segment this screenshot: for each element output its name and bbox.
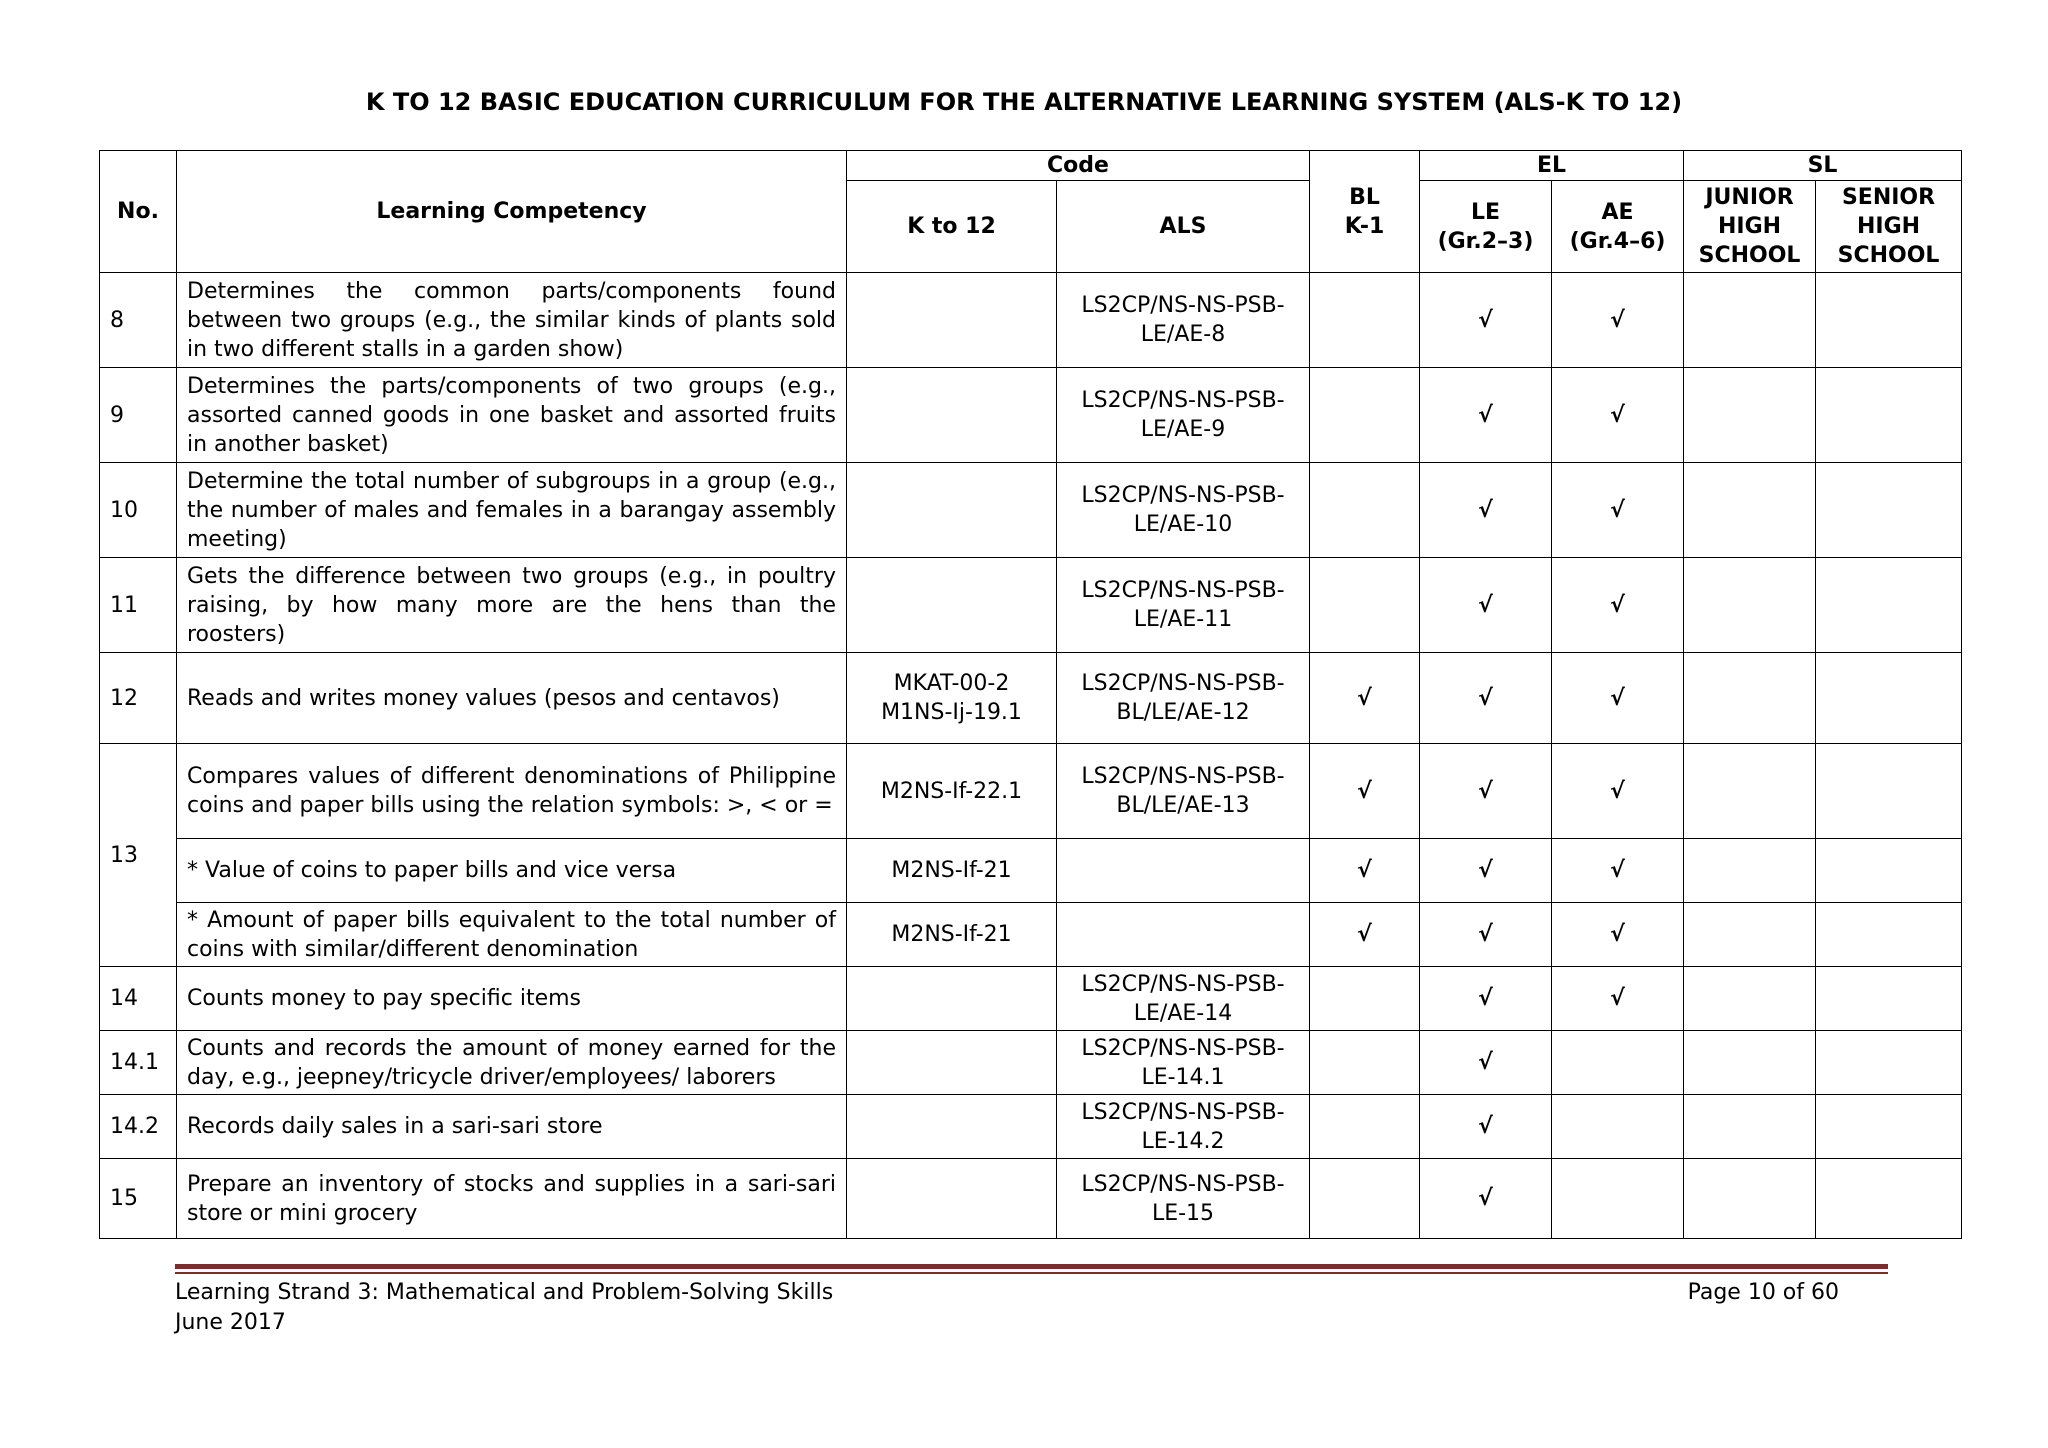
table-row [100, 273, 1962, 368]
bl-checkmark [1310, 463, 1420, 558]
header-k-to-12: K to 12 [847, 181, 1057, 273]
als-code-cell: LS2CP/NS-NS-PSB-LE/AE-14 [1057, 967, 1310, 1031]
learning-competency-cell: Counts and records the amount of money earned for the day, e.g., jeepney/tricycle driver/employees/ laborers [177, 1031, 847, 1095]
header-le-line2: (Gr.2–3) [1437, 228, 1534, 254]
bl-checkmark [1310, 558, 1420, 653]
row-number: 14.2 [100, 1095, 177, 1159]
table-row [100, 653, 1962, 744]
ae-checkmark: √ [1552, 839, 1684, 903]
ae-checkmark: √ [1552, 903, 1684, 967]
table-row [100, 368, 1962, 463]
learning-competency-cell: Reads and writes money values (pesos and centavos) [177, 653, 847, 744]
table-row [100, 1031, 1962, 1095]
bl-checkmark [1310, 368, 1420, 463]
ae-checkmark [1552, 1159, 1684, 1239]
k12-code-cell [847, 1095, 1057, 1159]
footer-page-number: Page 10 of 60 [1687, 1280, 1839, 1305]
jhs-cell [1684, 967, 1816, 1031]
k12-code-cell: M2NS-If-22.1 [847, 744, 1057, 839]
footer-date: June 2017 [175, 1310, 286, 1335]
header-bl-line2: K-1 [1344, 213, 1385, 239]
le-checkmark: √ [1420, 463, 1552, 558]
row-number: 8 [100, 273, 177, 368]
bl-checkmark [1310, 273, 1420, 368]
als-code-cell: LS2CP/NS-NS-PSB-LE/AE-11 [1057, 558, 1310, 653]
learning-competency-cell: Gets the difference between two groups (e.g., in poultry raising, by how many more are the hens than the roosters) [177, 558, 847, 653]
table-row [100, 463, 1962, 558]
als-code-cell: LS2CP/NS-NS-PSB-LE/AE-8 [1057, 273, 1310, 368]
shs-cell [1816, 839, 1962, 903]
table-row [100, 839, 1962, 903]
header-code: Code [847, 151, 1310, 181]
shs-cell [1816, 1095, 1962, 1159]
header-le [1420, 181, 1552, 273]
bl-checkmark: √ [1310, 744, 1420, 839]
bl-checkmark [1310, 1031, 1420, 1095]
k12-code-cell [847, 368, 1057, 463]
row-number: 15 [100, 1159, 177, 1239]
shs-cell [1816, 744, 1962, 839]
le-checkmark: √ [1420, 903, 1552, 967]
bl-checkmark: √ [1310, 839, 1420, 903]
als-code-cell: LS2CP/NS-NS-PSB-LE-14.2 [1057, 1095, 1310, 1159]
ae-checkmark: √ [1552, 368, 1684, 463]
learning-competency-cell: Records daily sales in a sari-sari store [177, 1095, 847, 1159]
k12-code-cell [847, 558, 1057, 653]
k12-code-cell: M2NS-If-21 [847, 839, 1057, 903]
k12-code-cell: MKAT-00-2 M1NS-Ij-19.1 [847, 653, 1057, 744]
als-code-cell: LS2CP/NS-NS-PSB-LE/AE-10 [1057, 463, 1310, 558]
table-row [100, 967, 1962, 1031]
row-number: 12 [100, 653, 177, 744]
jhs-cell [1684, 1095, 1816, 1159]
shs-cell [1816, 903, 1962, 967]
jhs-cell [1684, 273, 1816, 368]
learning-competency-cell: Compares values of different denominations of Philippine coins and paper bills using the relation symbols: >, < or = [177, 744, 847, 839]
footer-divider-thin [175, 1272, 1888, 1274]
shs-cell [1816, 1159, 1962, 1239]
bl-checkmark [1310, 1095, 1420, 1159]
bl-checkmark: √ [1310, 653, 1420, 744]
k12-code-cell: M2NS-If-21 [847, 903, 1057, 967]
shs-cell [1816, 967, 1962, 1031]
le-checkmark: √ [1420, 653, 1552, 744]
learning-competency-cell: Counts money to pay specific items [177, 967, 847, 1031]
header-als: ALS [1057, 181, 1310, 273]
row-number: 11 [100, 558, 177, 653]
jhs-cell [1684, 463, 1816, 558]
le-checkmark: √ [1420, 744, 1552, 839]
le-checkmark: √ [1420, 273, 1552, 368]
learning-competency-cell: Determine the total number of subgroups in a group (e.g., the number of males and females in a barangay assembly meeting) [177, 463, 847, 558]
table-body [100, 273, 1962, 1239]
jhs-cell [1684, 1031, 1816, 1095]
learning-competency-cell: * Amount of paper bills equivalent to the total number of coins with similar/different denomination [177, 903, 847, 967]
row-number: 14.1 [100, 1031, 177, 1095]
k12-code-cell [847, 463, 1057, 558]
als-code-cell: LS2CP/NS-NS-PSB-BL/LE/AE-13 [1057, 744, 1310, 839]
header-le-line1: LE [1470, 199, 1501, 225]
row-number: 10 [100, 463, 177, 558]
k12-code-cell [847, 1031, 1057, 1095]
row-number: 14 [100, 967, 177, 1031]
table-row [100, 558, 1962, 653]
als-code-cell: LS2CP/NS-NS-PSB-LE/AE-9 [1057, 368, 1310, 463]
table-row [100, 903, 1962, 967]
ae-checkmark [1552, 1031, 1684, 1095]
header-bl [1310, 151, 1420, 273]
als-code-cell: LS2CP/NS-NS-PSB-LE-14.1 [1057, 1031, 1310, 1095]
table-row [100, 744, 1962, 839]
jhs-cell [1684, 653, 1816, 744]
als-code-cell: LS2CP/NS-NS-PSB-BL/LE/AE-12 [1057, 653, 1310, 744]
jhs-cell [1684, 558, 1816, 653]
header-ae [1552, 181, 1684, 273]
shs-cell [1816, 558, 1962, 653]
le-checkmark: √ [1420, 1031, 1552, 1095]
k12-code-cell [847, 1159, 1057, 1239]
document-title: K TO 12 BASIC EDUCATION CURRICULUM FOR THE ALTERNATIVE LEARNING SYSTEM (ALS-K TO 12) [365, 88, 1683, 116]
header-ae-line1: AE [1601, 199, 1634, 225]
ae-checkmark: √ [1552, 653, 1684, 744]
shs-cell [1816, 1031, 1962, 1095]
header-ae-line2: (Gr.4–6) [1569, 228, 1666, 254]
learning-competency-cell: Determines the parts/components of two groups (e.g., assorted canned goods in one basket and assorted fruits in another basket) [177, 368, 847, 463]
row-number: 13 [100, 744, 177, 967]
table-row [100, 1095, 1962, 1159]
header-sl: SL [1684, 151, 1962, 181]
footer-divider [175, 1264, 1888, 1269]
header-senior-high-school: SENIOR HIGH SCHOOL [1816, 181, 1962, 273]
shs-cell [1816, 463, 1962, 558]
ae-checkmark: √ [1552, 967, 1684, 1031]
le-checkmark: √ [1420, 558, 1552, 653]
jhs-cell [1684, 744, 1816, 839]
learning-competency-cell: Determines the common parts/components found between two groups (e.g., the similar kinds of plants sold in two different stalls in a garden show) [177, 273, 847, 368]
header-learning-competency: Learning Competency [177, 151, 847, 273]
ae-checkmark: √ [1552, 463, 1684, 558]
table-row [100, 1159, 1962, 1239]
le-checkmark: √ [1420, 1159, 1552, 1239]
curriculum-table [99, 150, 1962, 1239]
shs-cell [1816, 653, 1962, 744]
le-checkmark: √ [1420, 839, 1552, 903]
footer-learning-strand: Learning Strand 3: Mathematical and Problem-Solving Skills [175, 1280, 834, 1305]
le-checkmark: √ [1420, 1095, 1552, 1159]
table-header [100, 151, 1962, 273]
ae-checkmark: √ [1552, 744, 1684, 839]
shs-cell [1816, 368, 1962, 463]
jhs-cell [1684, 903, 1816, 967]
header-el: EL [1420, 151, 1684, 181]
k12-code-cell [847, 273, 1057, 368]
als-code-cell [1057, 903, 1310, 967]
jhs-cell [1684, 368, 1816, 463]
bl-checkmark [1310, 967, 1420, 1031]
k12-code-cell [847, 967, 1057, 1031]
learning-competency-cell: * Value of coins to paper bills and vice versa [177, 839, 847, 903]
header-junior-high-school: JUNIOR HIGH SCHOOL [1684, 181, 1816, 273]
le-checkmark: √ [1420, 967, 1552, 1031]
als-code-cell [1057, 839, 1310, 903]
le-checkmark: √ [1420, 368, 1552, 463]
als-code-cell: LS2CP/NS-NS-PSB-LE-15 [1057, 1159, 1310, 1239]
learning-competency-cell: Prepare an inventory of stocks and supplies in a sari-sari store or mini grocery [177, 1159, 847, 1239]
ae-checkmark: √ [1552, 558, 1684, 653]
row-number: 9 [100, 368, 177, 463]
header-bl-line1: BL [1349, 184, 1380, 210]
jhs-cell [1684, 839, 1816, 903]
ae-checkmark: √ [1552, 273, 1684, 368]
shs-cell [1816, 273, 1962, 368]
jhs-cell [1684, 1159, 1816, 1239]
bl-checkmark [1310, 1159, 1420, 1239]
header-no: No. [100, 151, 177, 273]
bl-checkmark: √ [1310, 903, 1420, 967]
ae-checkmark [1552, 1095, 1684, 1159]
